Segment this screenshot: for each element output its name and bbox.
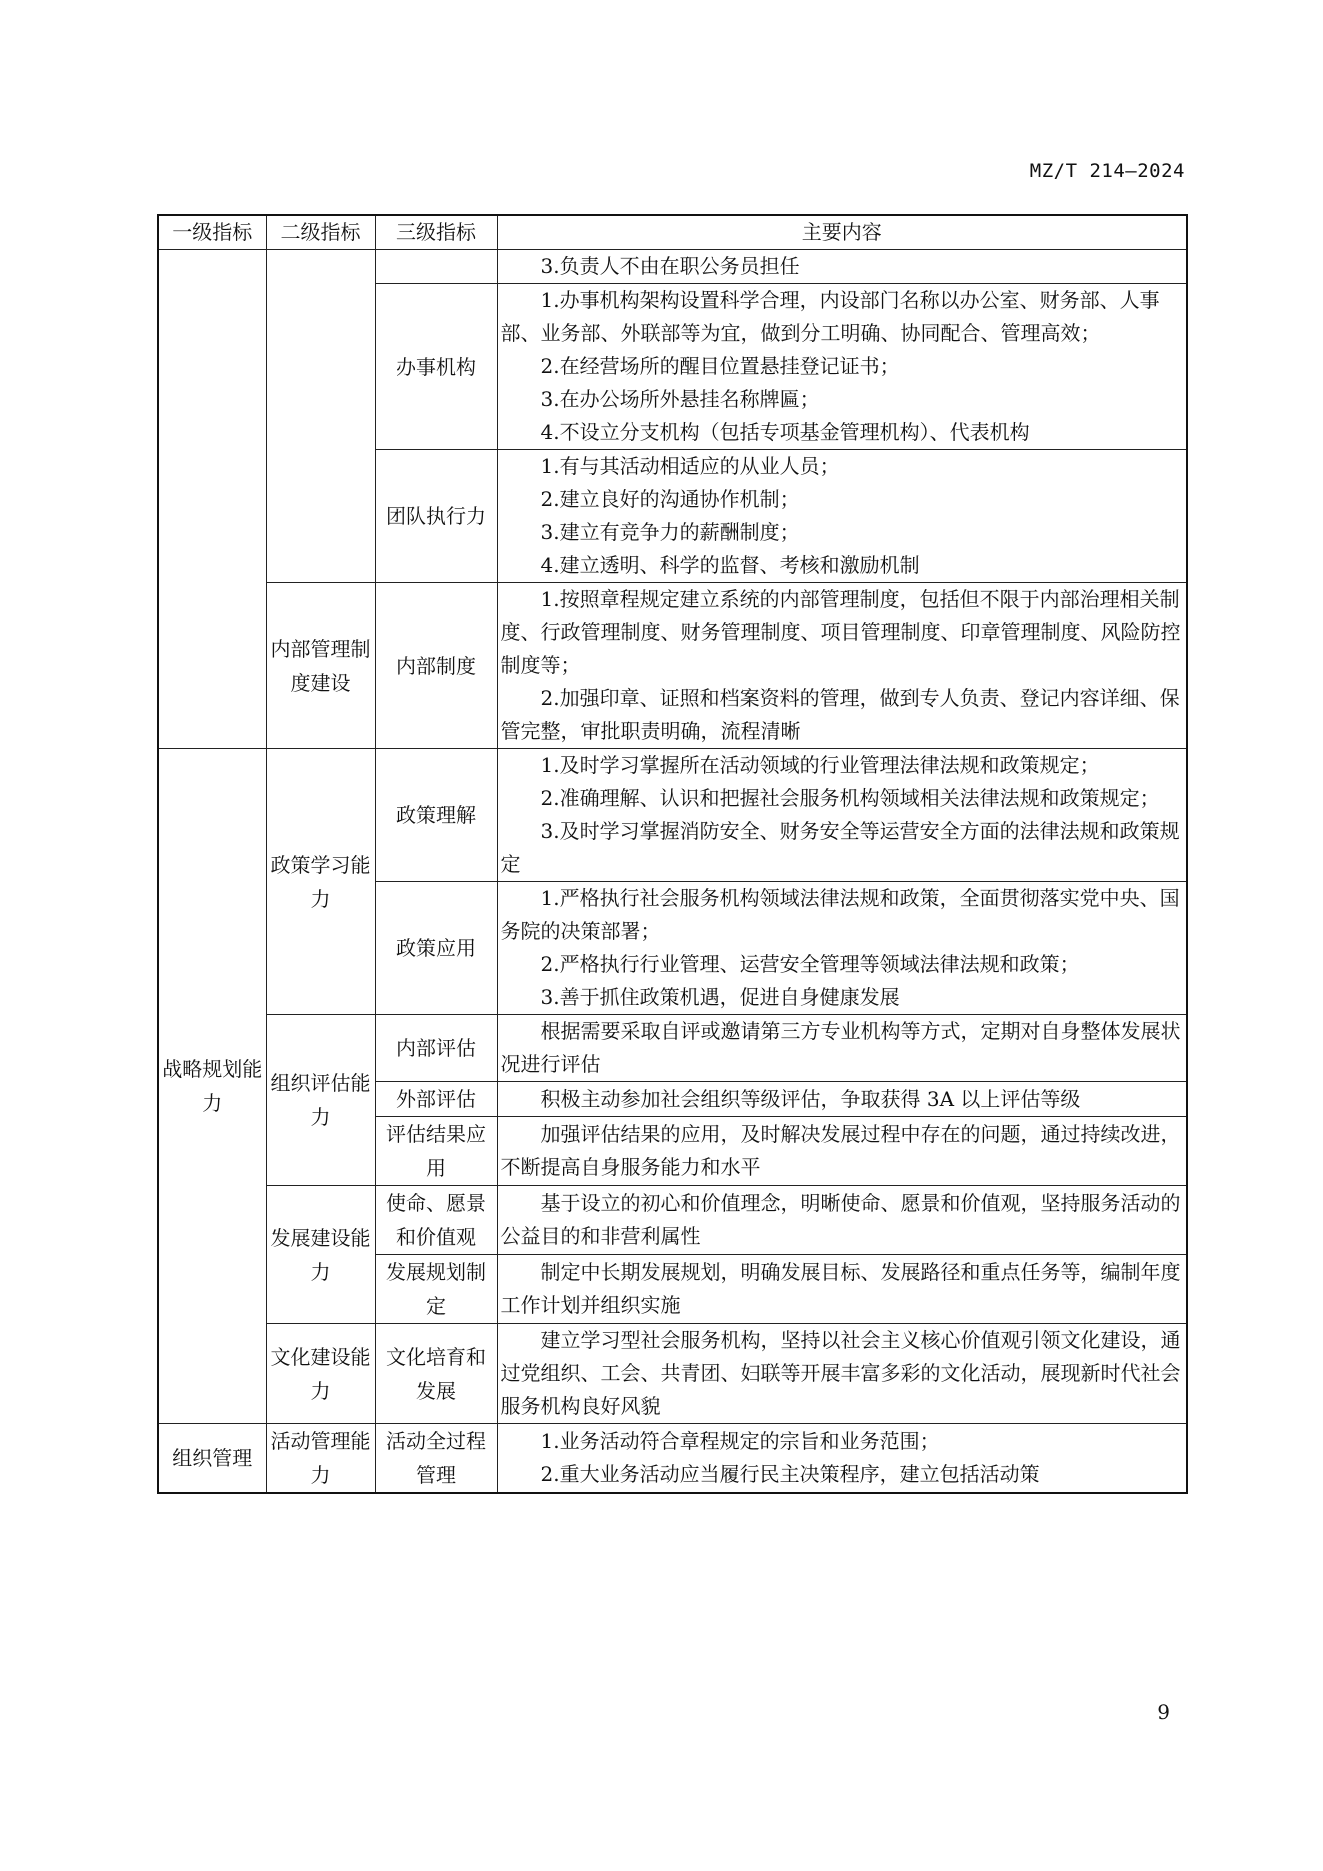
header-level3: 三级指标 [375, 215, 497, 250]
content-line: 3.在办公场所外悬挂名称牌匾； [540, 387, 820, 411]
content-line: 1.严格执行社会服务机构领域法律法规和政策，全面贯彻落实党中央、国务院的决策部署； [500, 886, 1180, 943]
content-line: 4.不设立分支机构（包括专项基金管理机构）、代表机构 [540, 420, 1030, 444]
header-level2: 二级指标 [266, 215, 375, 250]
content-line: 1.按照章程规定建立系统的内部管理制度，包括但不限于内部治理相关制度、行政管理制度、财务管理制度、项目管理制度、印章管理制度、风险防控制度等； [500, 587, 1181, 677]
header-main-content: 主要内容 [497, 215, 1187, 250]
table-row [158, 1424, 1187, 1494]
level2-cell: 内部管理制度建设 [266, 583, 375, 749]
content-line: 3.善于抓住政策机遇，促进自身健康发展 [540, 985, 900, 1009]
level3-cell: 政策理解 [375, 749, 497, 882]
level3-cell: 评估结果应用 [375, 1117, 497, 1186]
table-row [158, 749, 1187, 882]
level3-cell: 内部制度 [375, 583, 497, 749]
table-row [158, 583, 1187, 749]
level3-cell: 内部评估 [375, 1015, 497, 1082]
table-row [158, 1015, 1187, 1082]
content-cell [497, 882, 1187, 1015]
level3-cell: 政策应用 [375, 882, 497, 1015]
content-line: 2.严格执行行业管理、运营安全管理等领域法律法规和政策； [540, 952, 1080, 976]
level3-cell: 文化培育和发展 [375, 1324, 497, 1424]
level3-cell: 活动全过程管理 [375, 1424, 497, 1494]
level2-cell: 发展建设能力 [266, 1186, 375, 1324]
content-line: 2.在经营场所的醒目位置悬挂登记证书； [540, 354, 900, 378]
content-line: 积极主动参加社会组织等级评估，争取获得 3A 以上评估等级 [540, 1086, 1081, 1111]
indicator-table [157, 214, 1188, 1494]
content-cell [497, 284, 1187, 450]
level2-cell: 文化建设能力 [266, 1324, 375, 1424]
content-cell [497, 250, 1187, 284]
content-line: 2.加强印章、证照和档案资料的管理，做到专人负责、登记内容详细、保管完整，审批职责明确，流程清晰 [500, 686, 1180, 743]
table-row [158, 1324, 1187, 1424]
content-line: 2.建立良好的沟通协作机制； [540, 487, 800, 511]
content-line: 3.建立有竞争力的薪酬制度； [540, 520, 800, 544]
level2-cell: 活动管理能力 [266, 1424, 375, 1494]
content-cell [497, 1324, 1187, 1424]
page-number: 9 [1157, 1700, 1170, 1724]
content-line: 2.重大业务活动应当履行民主决策程序，建立包括活动策 [540, 1462, 1040, 1486]
content-cell [497, 450, 1187, 583]
content-line: 1.有与其活动相适应的从业人员； [540, 454, 840, 478]
content-line: 根据需要采取自评或邀请第三方专业机构等方式，定期对自身整体发展状况进行评估 [500, 1019, 1181, 1076]
content-cell [497, 583, 1187, 749]
table-header-row [158, 215, 1187, 250]
content-line: 1.及时学习掌握所在活动领域的行业管理法律法规和政策规定； [540, 753, 1100, 777]
table-row [158, 1186, 1187, 1255]
content-cell [497, 1015, 1187, 1082]
table-row [158, 250, 1187, 284]
content-line: 3.负责人不由在职公务员担任 [540, 254, 800, 278]
level3-cell [375, 250, 497, 284]
header-level1: 一级指标 [158, 215, 266, 250]
level3-cell: 团队执行力 [375, 450, 497, 583]
content-line: 1.办事机构架构设置科学合理，内设部门名称以办公室、财务部、人事部、业务部、外联部等为宜，做到分工明确、协同配合、管理高效； [500, 288, 1160, 345]
level3-cell: 外部评估 [375, 1082, 497, 1117]
level3-cell: 使命、愿景和价值观 [375, 1186, 497, 1255]
level3-cell: 发展规划制定 [375, 1255, 497, 1324]
content-line: 加强评估结果的应用，及时解决发展过程中存在的问题，通过持续改进，不断提高自身服务能力和水平 [500, 1122, 1181, 1179]
content-line: 制定中长期发展规划，明确发展目标、发展路径和重点任务等，编制年度工作计划并组织实施 [500, 1260, 1181, 1317]
content-line: 2.准确理解、认识和把握社会服务机构领域相关法律法规和政策规定； [540, 786, 1160, 810]
content-cell [497, 1186, 1187, 1255]
level2-cell: 政策学习能力 [266, 749, 375, 1015]
content-cell [497, 1255, 1187, 1324]
level1-cell: 战略规划能力 [158, 749, 266, 1424]
content-cell [497, 749, 1187, 882]
level1-cell [158, 250, 266, 749]
content-line: 基于设立的初心和价值理念，明晰使命、愿景和价值观，坚持服务活动的公益目的和非营利属性 [500, 1191, 1181, 1248]
content-line: 3.及时学习掌握消防安全、财务安全等运营安全方面的法律法规和政策规定 [500, 819, 1180, 876]
content-line: 1.业务活动符合章程规定的宗旨和业务范围； [540, 1429, 940, 1453]
level3-cell: 办事机构 [375, 284, 497, 450]
level2-cell: 组织评估能力 [266, 1015, 375, 1186]
content-cell [497, 1082, 1187, 1117]
content-cell [497, 1424, 1187, 1494]
document-code: MZ/T 214—2024 [1029, 160, 1185, 182]
level2-cell [266, 250, 375, 583]
content-cell [497, 1117, 1187, 1186]
content-line: 建立学习型社会服务机构，坚持以社会主义核心价值观引领文化建设，通过党组织、工会、共青团、妇联等开展丰富多彩的文化活动，展现新时代社会服务机构良好风貌 [500, 1328, 1181, 1418]
content-line: 4.建立透明、科学的监督、考核和激励机制 [540, 553, 920, 577]
level1-cell: 组织管理 [158, 1424, 266, 1494]
